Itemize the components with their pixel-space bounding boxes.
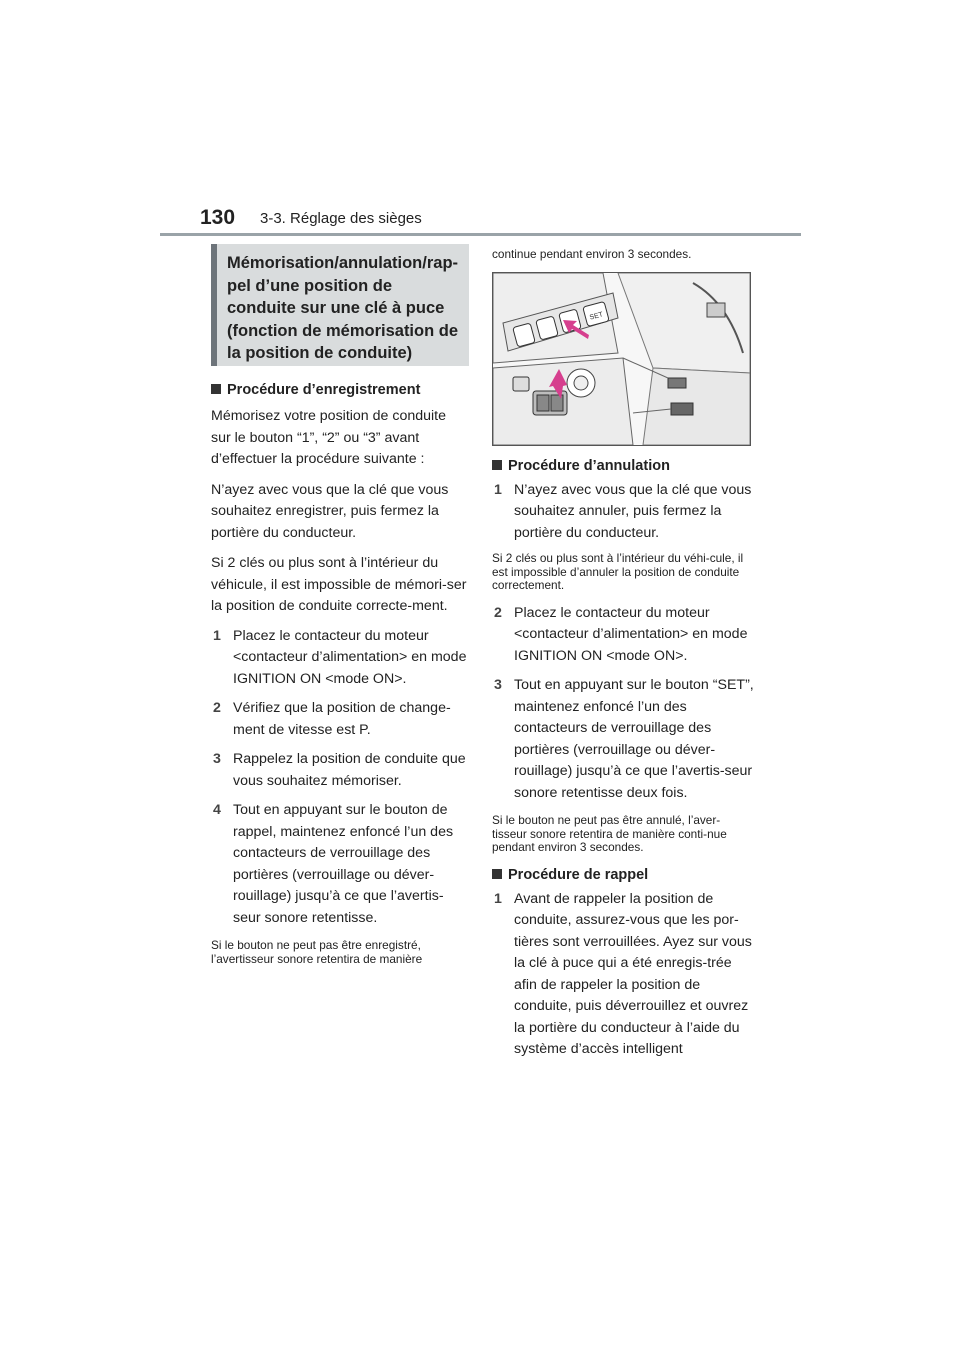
page-number: 130 [200, 206, 236, 229]
cancel-note-2: Si le bouton ne peut pas être annulé, l’aver-tisseur sonore retentira de manière conti-nue pendant environ 3 secondes. [492, 813, 727, 854]
square-bullet-icon [492, 460, 502, 470]
step-number: 2 [213, 700, 221, 716]
step-number: 4 [213, 802, 221, 818]
registration-heading [211, 380, 469, 400]
step-text: Vérifiez que la position de change-ment de vitesse est P. [233, 700, 451, 738]
step-number: 3 [213, 751, 221, 767]
illustration-svg [493, 273, 750, 445]
recall-step-1 [492, 889, 754, 1061]
registration-note: Si le bouton ne peut pas être enregistré, l’avertisseur sonore retentira de manière [211, 938, 423, 966]
left-column [211, 244, 469, 966]
registration-heading-text: Procédure d’enregistrement [227, 382, 421, 398]
intro-paragraph-2: N’ayez avec vous que la clé que vous souhaitez enregistrer, puis fermez la portière du conducteur. [211, 481, 449, 541]
continued-note: continue pendant environ 3 secondes. [492, 247, 692, 261]
step-text: Tout en appuyant sur le bouton de rappel, maintenez enfoncé l’un des contacteurs de verrouillage des portières (verrouillage ou déver-rouillage) jusqu’à ce que l’avertis-seur sonore retentisse. [233, 802, 454, 926]
cancel-heading-text: Procédure d’annulation [508, 457, 670, 474]
registration-step-1 [211, 626, 469, 691]
door-switches-illustration [492, 272, 751, 446]
registration-step-2 [211, 698, 469, 741]
step-text: Avant de rappeler la position de conduite, assurez-vous que les por-tières sont verrouillées. Ayez sur vous la clé à puce qui a été enregis-trée afin de rappeler la position de conduite, puis déverrouillez et ouvrez la portière du conducteur à l’aide du système d’accès intelligent [514, 890, 752, 1057]
step-number: 1 [494, 481, 502, 498]
cancel-heading [492, 456, 754, 476]
page-header [200, 206, 800, 236]
right-column [492, 244, 754, 1061]
section-title: 3-3. Réglage des sièges [260, 210, 422, 227]
step-text: Rappelez la position de conduite que vous souhaitez mémoriser. [233, 751, 466, 789]
registration-step-4 [211, 800, 469, 929]
step-text: Placez le contacteur du moteur <contacteur d’alimentation> en mode IGNITION ON <mode ON>. [514, 604, 748, 664]
cancel-note-1: Si 2 clés ou plus sont à l’intérieur du véhi-cule, il est impossible d’annuler la position de conduite correctement. [492, 551, 744, 592]
recall-heading-text: Procédure de rappel [508, 866, 649, 883]
step-number: 1 [213, 627, 221, 644]
step-number: 3 [494, 677, 502, 693]
registration-step-3 [211, 749, 469, 792]
set-label: SET [588, 310, 604, 322]
cancel-step-3 [492, 675, 754, 804]
square-bullet-icon [492, 869, 502, 879]
cancel-step-1 [492, 480, 754, 545]
step-text: Placez le contacteur du moteur <contacteur d’alimentation> en mode IGNITION ON <mode ON>. [233, 627, 467, 687]
intro-paragraph-3: Si 2 clés ou plus sont à l’intérieur du véhicule, il est impossible de mémori-ser la position de conduite correcte-ment. [211, 555, 467, 614]
recall-heading [492, 865, 754, 885]
step-text: N’ayez avec vous que la clé que vous souhaitez annuler, puis fermez la portière du conducteur. [514, 481, 752, 541]
intro-paragraph-1: Mémorisez votre position de conduite sur le bouton “1”, “2” ou “3” avant d’effectuer la procédure suivante : [211, 408, 447, 467]
step-text: Tout en appuyant sur le bouton “SET”, maintenez enfoncé l’un des contacteurs de verrouillage des portières (verrouillage ou déver-rouillage) jusqu’à ce que l’avertis-seur sonore retentisse deux fois. [514, 677, 754, 801]
section-title-box [211, 244, 469, 366]
header-rule [160, 233, 801, 236]
cancel-step-2 [492, 603, 754, 668]
section-heading: Mémorisation/annulation/rap-pel d’une position de conduite sur une clé à puce (fonction de mémorisation de la position de conduite) [227, 254, 459, 362]
step-number: 1 [494, 890, 502, 907]
square-bullet-icon [211, 384, 221, 394]
step-number: 2 [494, 604, 502, 621]
